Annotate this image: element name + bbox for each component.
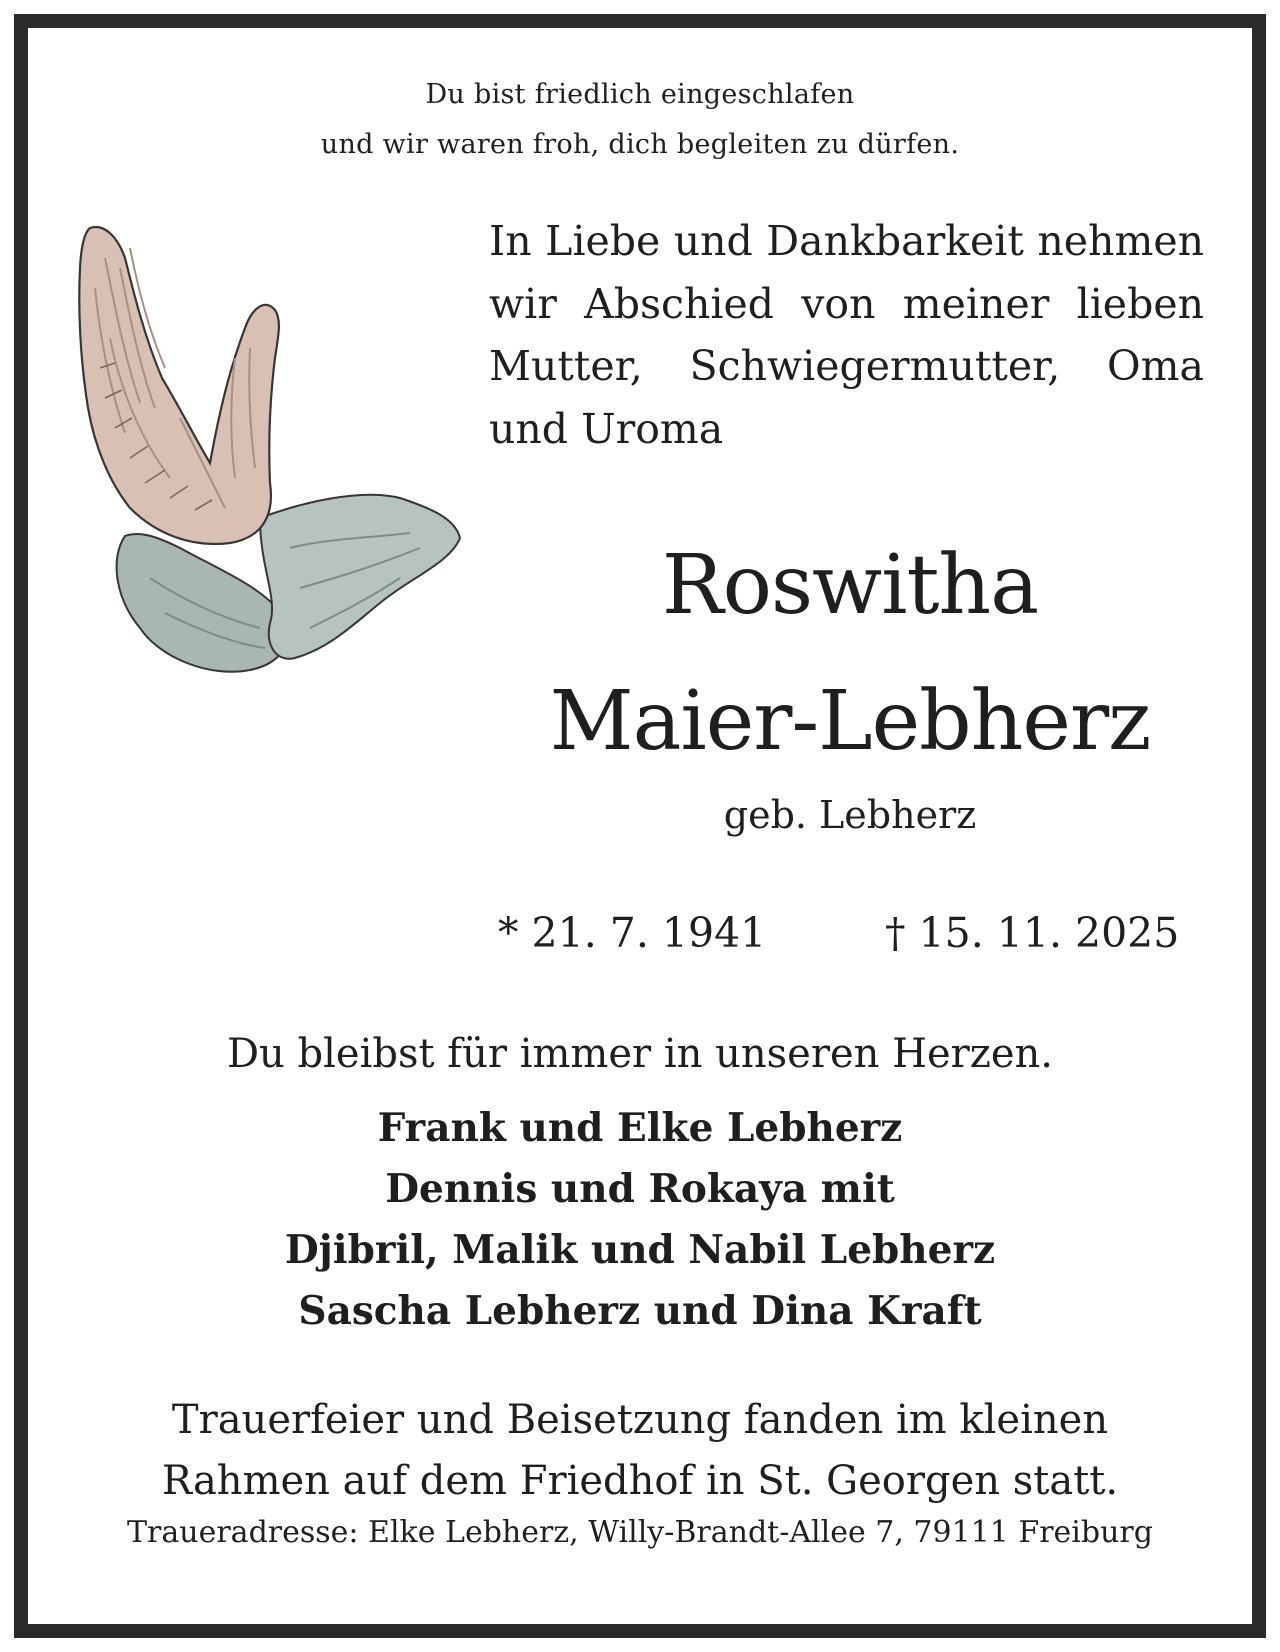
intro-text: In Liebe und Dankbarkeit nehmen wir Abschied von meiner lieben Mutter, Schwiegermutter, Oma und Uroma: [489, 217, 1204, 453]
mourner-line: Frank und Elke Lebherz: [377, 1105, 903, 1151]
ceremony-line: Trauerfeier und Beisetzung fanden im kleinen: [171, 1397, 1109, 1443]
deceased-first-name: Roswitha: [661, 538, 1039, 633]
mourner-line: Djibril, Malik und Nabil Lebherz: [284, 1227, 996, 1273]
mourning-address: Traueradresse: Elke Lebherz, Willy-Brandt-Allee 7, 79111 Freiburg: [127, 1515, 1153, 1550]
ceremony-info: [0, 1390, 1280, 1512]
death-date: † 15. 11. 2025: [885, 909, 1180, 957]
mourner-line: Dennis und Rokaya mit: [385, 1166, 895, 1212]
deceased-last-name: Maier-Lebherz: [549, 674, 1151, 769]
farewell-line: Du bleibst für immer in unseren Herzen.: [226, 1031, 1054, 1077]
right-sleeve: [260, 495, 460, 659]
birth-name: geb. Lebherz: [723, 793, 977, 837]
ceremony-line: Rahmen auf dem Friedhof in St. Georgen statt.: [161, 1458, 1119, 1504]
motto-line: Du bist friedlich eingeschlafen: [425, 79, 855, 110]
birth-date: * 21. 7. 1941: [498, 909, 767, 957]
praying-hands-icon: [70, 218, 470, 688]
motto-line: und wir waren froh, dich begleiten zu dürfen.: [320, 129, 960, 160]
mourner-line: Sascha Lebherz und Dina Kraft: [298, 1288, 982, 1334]
mourners-list: [0, 1098, 1280, 1342]
motto: [0, 70, 1280, 170]
